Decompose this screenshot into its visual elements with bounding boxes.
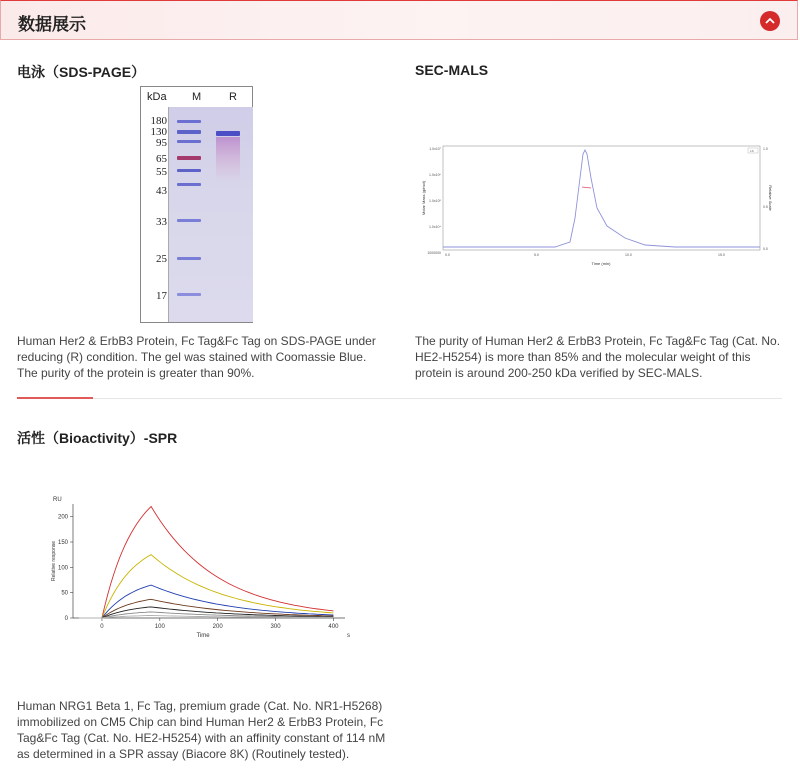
sds-page-title: 电泳（SDS-PAGE） (17, 64, 146, 80)
sec-mals-ylabel-right: Relative Scale (768, 185, 773, 211)
sec-mals-xlabel: Time (min) (591, 261, 611, 266)
gel-mw-marker: 43 (156, 185, 167, 197)
sec-mals-chart (415, 138, 775, 270)
gel-mw-marker: 95 (156, 137, 167, 149)
section-divider (17, 398, 782, 399)
gel-mw-marker: 33 (156, 216, 167, 228)
sec-mals-right-tick: 0.5 (763, 205, 768, 209)
spr-x-unit-label: s (347, 633, 350, 639)
sec-mals-ytick: 1.0x10⁶ (429, 173, 441, 177)
sds-page-caption: Human Her2 & ErbB3 Protein, Fc Tag&Fc Tag on SDS-PAGE under reducing (R) condition. The gel was stained with Coomassie Blue. The purity of the protein is greater than 90%. (17, 334, 376, 380)
gel-marker-label: M (192, 91, 202, 103)
sec-mals-xtick: 15.0 (718, 253, 725, 257)
gel-mw-marker: 17 (156, 290, 167, 302)
spr-x-tick-label: 100 (154, 624, 165, 630)
sec-mals-ytick: 1.0x10⁷ (429, 147, 441, 151)
section-header-bar (0, 0, 798, 40)
gel-mw-marker: 25 (156, 253, 167, 265)
sec-mals-ytick: 1.0x10⁵ (429, 199, 441, 203)
spr-x-tick-label: 400 (328, 624, 339, 630)
sec-mals-caption: The purity of Human Her2 & ErbB3 Protein, Fc Tag&Fc Tag (Cat. No. HE2-H5254) is more than 85% and the molecular weight of this protein is around 200-250 kDa verified by SEC-MALS. (415, 334, 781, 380)
sec-mals-xtick: 5.0 (534, 253, 539, 257)
sec-mals-title: SEC-MALS (415, 62, 489, 78)
gel-mw-marker: 130 (150, 126, 167, 138)
spr-y-unit-label: RU (53, 497, 62, 503)
section-divider-accent (17, 397, 93, 399)
sec-mals-right-tick: 1.0 (763, 147, 768, 151)
spr-y-tick-label: 200 (57, 514, 68, 521)
sds-gel-image (140, 86, 253, 323)
sec-mals-xtick: 0.0 (445, 253, 450, 257)
spr-y-tick-label: 100 (57, 565, 68, 572)
spr-series-c1 (79, 507, 334, 619)
spr-y-tick-label: 50 (61, 590, 68, 597)
spr-caption: Human NRG1 Beta 1, Fc Tag, premium grade (Cat. No. NR1-H5268) immobilized on CM5 Chip can bind Human Her2 & ErbB3 Protein, Fc Tag&Fc Tag (Cat. No. HE2-H5254) with an affinity constant of 114 nM as determined in a SPR assay (Biacore 8K) (Routinely tested). (17, 699, 386, 761)
collapse-button[interactable] (760, 11, 780, 31)
spr-x-axis-label: Time (196, 633, 210, 639)
spr-y-tick-label: 0 (64, 616, 68, 622)
gel-reduced-label: R (229, 91, 237, 103)
sec-mals-ytick: 1000000 (427, 251, 441, 255)
sec-mals-ylabel-left: Molar Mass (g/mol) (421, 180, 426, 216)
spr-title: 活性（Bioactivity）-SPR (17, 430, 178, 446)
section-header-title: 数据展示 (18, 15, 86, 35)
spr-y-axis-label: Relative response (51, 540, 57, 582)
sec-mals-plot-frame (443, 146, 760, 250)
spr-chart (40, 492, 360, 648)
sec-mals-right-tick: 0.0 (763, 247, 768, 251)
sec-mals-xtick: 10.0 (625, 253, 632, 257)
gel-lanes (168, 107, 253, 322)
spr-x-tick-label: 300 (270, 624, 281, 630)
gel-kda-label: kDa (147, 91, 167, 103)
sec-mals-legend: LS (750, 149, 754, 153)
spr-x-tick-label: 0 (100, 624, 104, 630)
gel-mw-marker: 65 (156, 153, 167, 165)
sec-mals-ytick: 1.0x10⁴ (428, 225, 441, 229)
spr-y-tick-label: 150 (57, 540, 68, 546)
gel-mw-marker: 180 (150, 115, 167, 127)
spr-x-tick-label: 200 (212, 624, 223, 630)
chevron-up-icon (764, 15, 776, 27)
gel-bands (169, 107, 253, 322)
gel-mw-marker: 55 (156, 166, 167, 178)
